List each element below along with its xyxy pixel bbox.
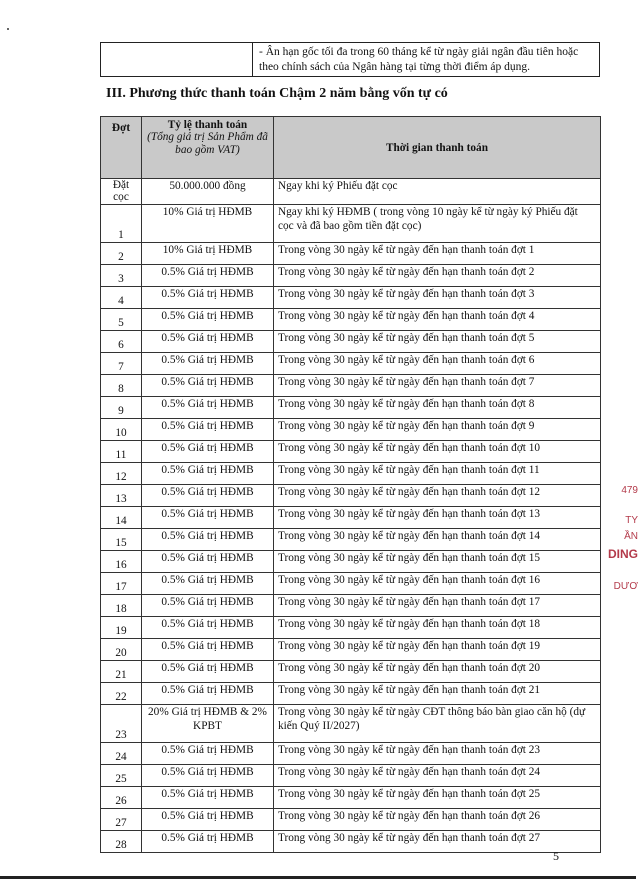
empty-cell bbox=[101, 43, 253, 76]
period-cell: 4 bbox=[101, 287, 142, 309]
period-cell: Đặt cọc bbox=[101, 179, 142, 205]
period-cell: 10 bbox=[101, 419, 142, 441]
stamp-text: DƯƠ bbox=[613, 581, 638, 592]
time-cell: Trong vòng 30 ngày kể từ ngày đến hạn thanh toán đợt 19 bbox=[274, 639, 601, 661]
rate-cell: 0.5% Giá trị HĐMB bbox=[142, 809, 274, 831]
table-row bbox=[101, 375, 601, 397]
rate-cell: 0.5% Giá trị HĐMB bbox=[142, 485, 274, 507]
period-cell: 17 bbox=[101, 573, 142, 595]
header-payment-rate bbox=[142, 117, 274, 179]
time-cell: Trong vòng 30 ngày kể từ ngày đến hạn thanh toán đợt 24 bbox=[274, 765, 601, 787]
rate-cell: 0.5% Giá trị HĐMB bbox=[142, 551, 274, 573]
time-cell: Trong vòng 30 ngày kể từ ngày đến hạn thanh toán đợt 3 bbox=[274, 287, 601, 309]
time-cell: Trong vòng 30 ngày kể từ ngày đến hạn thanh toán đợt 26 bbox=[274, 809, 601, 831]
time-cell: Trong vòng 30 ngày kể từ ngày đến hạn thanh toán đợt 5 bbox=[274, 331, 601, 353]
stamp-text: 479 bbox=[621, 485, 638, 496]
company-stamp-fragment bbox=[600, 485, 640, 595]
time-cell: Trong vòng 30 ngày kể từ ngày đến hạn thanh toán đợt 6 bbox=[274, 353, 601, 375]
period-cell: 19 bbox=[101, 617, 142, 639]
table-row bbox=[101, 309, 601, 331]
table-row bbox=[101, 787, 601, 809]
time-cell: Trong vòng 30 ngày kể từ ngày đến hạn thanh toán đợt 9 bbox=[274, 419, 601, 441]
table-row bbox=[101, 551, 601, 573]
period-cell: 22 bbox=[101, 683, 142, 705]
table-row bbox=[101, 765, 601, 787]
period-cell: 16 bbox=[101, 551, 142, 573]
table-row bbox=[101, 639, 601, 661]
table-row bbox=[101, 683, 601, 705]
period-cell: 27 bbox=[101, 809, 142, 831]
table-row bbox=[101, 265, 601, 287]
time-cell: Trong vòng 30 ngày kể từ ngày đến hạn thanh toán đợt 20 bbox=[274, 661, 601, 683]
time-cell: Trong vòng 30 ngày kể từ ngày đến hạn thanh toán đợt 1 bbox=[274, 243, 601, 265]
period-cell: 2 bbox=[101, 243, 142, 265]
rate-cell: 0.5% Giá trị HĐMB bbox=[142, 287, 274, 309]
rate-cell: 0.5% Giá trị HĐMB bbox=[142, 743, 274, 765]
page-number: 5 bbox=[553, 849, 559, 863]
continued-table-row bbox=[100, 42, 600, 77]
rate-cell: 0.5% Giá trị HĐMB bbox=[142, 507, 274, 529]
rate-cell: 0.5% Giá trị HĐMB bbox=[142, 353, 274, 375]
period-cell: 28 bbox=[101, 831, 142, 853]
rate-cell: 0.5% Giá trị HĐMB bbox=[142, 765, 274, 787]
period-cell: 8 bbox=[101, 375, 142, 397]
rate-cell: 0.5% Giá trị HĐMB bbox=[142, 397, 274, 419]
time-cell: Trong vòng 30 ngày kể từ ngày đến hạn thanh toán đợt 16 bbox=[274, 573, 601, 595]
time-cell: Trong vòng 30 ngày kể từ ngày đến hạn thanh toán đợt 18 bbox=[274, 617, 601, 639]
rate-cell: 0.5% Giá trị HĐMB bbox=[142, 787, 274, 809]
period-cell: 11 bbox=[101, 441, 142, 463]
time-cell: Ngay khi ký Phiếu đặt cọc bbox=[274, 179, 601, 205]
table-row bbox=[101, 617, 601, 639]
time-cell: Trong vòng 30 ngày kể từ ngày đến hạn thanh toán đợt 10 bbox=[274, 441, 601, 463]
time-cell: Trong vòng 30 ngày kể từ ngày đến hạn thanh toán đợt 27 bbox=[274, 831, 601, 853]
table-row bbox=[101, 287, 601, 309]
table-row bbox=[101, 331, 601, 353]
table-row bbox=[101, 809, 601, 831]
time-cell: Trong vòng 30 ngày kể từ ngày đến hạn thanh toán đợt 15 bbox=[274, 551, 601, 573]
period-cell: 20 bbox=[101, 639, 142, 661]
rate-cell: 0.5% Giá trị HĐMB bbox=[142, 617, 274, 639]
rate-cell: 10% Giá trị HĐMB bbox=[142, 243, 274, 265]
time-cell: Trong vòng 30 ngày kể từ ngày đến hạn thanh toán đợt 4 bbox=[274, 309, 601, 331]
rate-cell: 20% Giá trị HĐMB & 2% KPBT bbox=[142, 705, 274, 743]
table-row bbox=[101, 831, 601, 853]
time-cell: Trong vòng 30 ngày kể từ ngày đến hạn thanh toán đợt 21 bbox=[274, 683, 601, 705]
rate-cell: 0.5% Giá trị HĐMB bbox=[142, 529, 274, 551]
grace-period-note: - Ân hạn gốc tối đa trong 60 tháng kể từ ngày giải ngân đầu tiên hoặc theo chính sách của Ngân hàng tại từng thời điểm áp dụng. bbox=[259, 46, 579, 73]
period-cell: 23 bbox=[101, 705, 142, 743]
time-cell: Trong vòng 30 ngày kể từ ngày đến hạn thanh toán đợt 8 bbox=[274, 397, 601, 419]
period-cell: 7 bbox=[101, 353, 142, 375]
header-period: Đợt bbox=[101, 117, 142, 179]
time-cell: Trong vòng 30 ngày kể từ ngày CĐT thông báo bàn giao căn hộ (dự kiến Quý II/2027) bbox=[274, 705, 601, 743]
period-cell: 26 bbox=[101, 787, 142, 809]
rate-cell: 0.5% Giá trị HĐMB bbox=[142, 661, 274, 683]
rate-cell: 0.5% Giá trị HĐMB bbox=[142, 463, 274, 485]
period-cell: 5 bbox=[101, 309, 142, 331]
period-cell: 15 bbox=[101, 529, 142, 551]
time-cell: Trong vòng 30 ngày kể từ ngày đến hạn thanh toán đợt 13 bbox=[274, 507, 601, 529]
rate-cell: 0.5% Giá trị HĐMB bbox=[142, 639, 274, 661]
payment-schedule-table bbox=[100, 116, 601, 853]
period-cell: 12 bbox=[101, 463, 142, 485]
period-cell: 24 bbox=[101, 743, 142, 765]
bottom-border bbox=[0, 876, 636, 879]
rate-cell: 0.5% Giá trị HĐMB bbox=[142, 683, 274, 705]
scan-speck bbox=[7, 28, 9, 30]
table-body bbox=[101, 179, 601, 853]
table-row bbox=[101, 353, 601, 375]
header-rate-main: Tỷ lệ thanh toán bbox=[167, 119, 248, 131]
table-row bbox=[101, 743, 601, 765]
stamp-text: TY bbox=[625, 515, 638, 526]
time-cell: Trong vòng 30 ngày kể từ ngày đến hạn thanh toán đợt 2 bbox=[274, 265, 601, 287]
rate-cell: 0.5% Giá trị HĐMB bbox=[142, 441, 274, 463]
rate-cell: 0.5% Giá trị HĐMB bbox=[142, 595, 274, 617]
period-cell: 18 bbox=[101, 595, 142, 617]
table-row bbox=[101, 507, 601, 529]
period-cell: 21 bbox=[101, 661, 142, 683]
table-row bbox=[101, 397, 601, 419]
period-cell: 13 bbox=[101, 485, 142, 507]
stamp-text: DING bbox=[608, 547, 638, 561]
table-row bbox=[101, 179, 601, 205]
rate-cell: 0.5% Giá trị HĐMB bbox=[142, 375, 274, 397]
table-row bbox=[101, 705, 601, 743]
rate-cell: 0.5% Giá trị HĐMB bbox=[142, 309, 274, 331]
table-row bbox=[101, 205, 601, 243]
rate-cell: 0.5% Giá trị HĐMB bbox=[142, 331, 274, 353]
rate-cell: 0.5% Giá trị HĐMB bbox=[142, 573, 274, 595]
rate-cell: 50.000.000 đồng bbox=[142, 179, 274, 205]
table-row bbox=[101, 485, 601, 507]
period-cell: 9 bbox=[101, 397, 142, 419]
time-cell: Trong vòng 30 ngày kể từ ngày đến hạn thanh toán đợt 23 bbox=[274, 743, 601, 765]
rate-cell: 0.5% Giá trị HĐMB bbox=[142, 419, 274, 441]
header-payment-time: Thời gian thanh toán bbox=[274, 117, 601, 179]
table-header-row bbox=[101, 117, 601, 179]
time-cell: Trong vòng 30 ngày kể từ ngày đến hạn thanh toán đợt 11 bbox=[274, 463, 601, 485]
table-row bbox=[101, 243, 601, 265]
period-cell: 1 bbox=[101, 205, 142, 243]
rate-cell: 0.5% Giá trị HĐMB bbox=[142, 831, 274, 853]
rate-cell: 10% Giá trị HĐMB bbox=[142, 205, 274, 243]
period-cell: 25 bbox=[101, 765, 142, 787]
stamp-text: ẦN bbox=[624, 531, 638, 542]
time-cell: Trong vòng 30 ngày kể từ ngày đến hạn thanh toán đợt 14 bbox=[274, 529, 601, 551]
time-cell: Trong vòng 30 ngày kể từ ngày đến hạn thanh toán đợt 7 bbox=[274, 375, 601, 397]
time-cell: Ngay khi ký HĐMB ( trong vòng 10 ngày kể từ ngày ký Phiếu đặt cọc và đã bao gồm tiền đặt cọc) bbox=[274, 205, 601, 243]
table-row bbox=[101, 529, 601, 551]
table-row bbox=[101, 463, 601, 485]
table-row bbox=[101, 419, 601, 441]
header-rate-sub: (Tổng giá trị Sản Phẩm đã bao gồm VAT) bbox=[147, 131, 268, 156]
period-cell: 14 bbox=[101, 507, 142, 529]
section-title: III. Phương thức thanh toán Chậm 2 năm bằng vốn tự có bbox=[106, 86, 448, 101]
period-cell: 6 bbox=[101, 331, 142, 353]
table-row bbox=[101, 661, 601, 683]
table-row bbox=[101, 573, 601, 595]
table-row bbox=[101, 595, 601, 617]
time-cell: Trong vòng 30 ngày kể từ ngày đến hạn thanh toán đợt 25 bbox=[274, 787, 601, 809]
table-row bbox=[101, 441, 601, 463]
time-cell: Trong vòng 30 ngày kể từ ngày đến hạn thanh toán đợt 12 bbox=[274, 485, 601, 507]
period-cell: 3 bbox=[101, 265, 142, 287]
time-cell: Trong vòng 30 ngày kể từ ngày đến hạn thanh toán đợt 17 bbox=[274, 595, 601, 617]
rate-cell: 0.5% Giá trị HĐMB bbox=[142, 265, 274, 287]
